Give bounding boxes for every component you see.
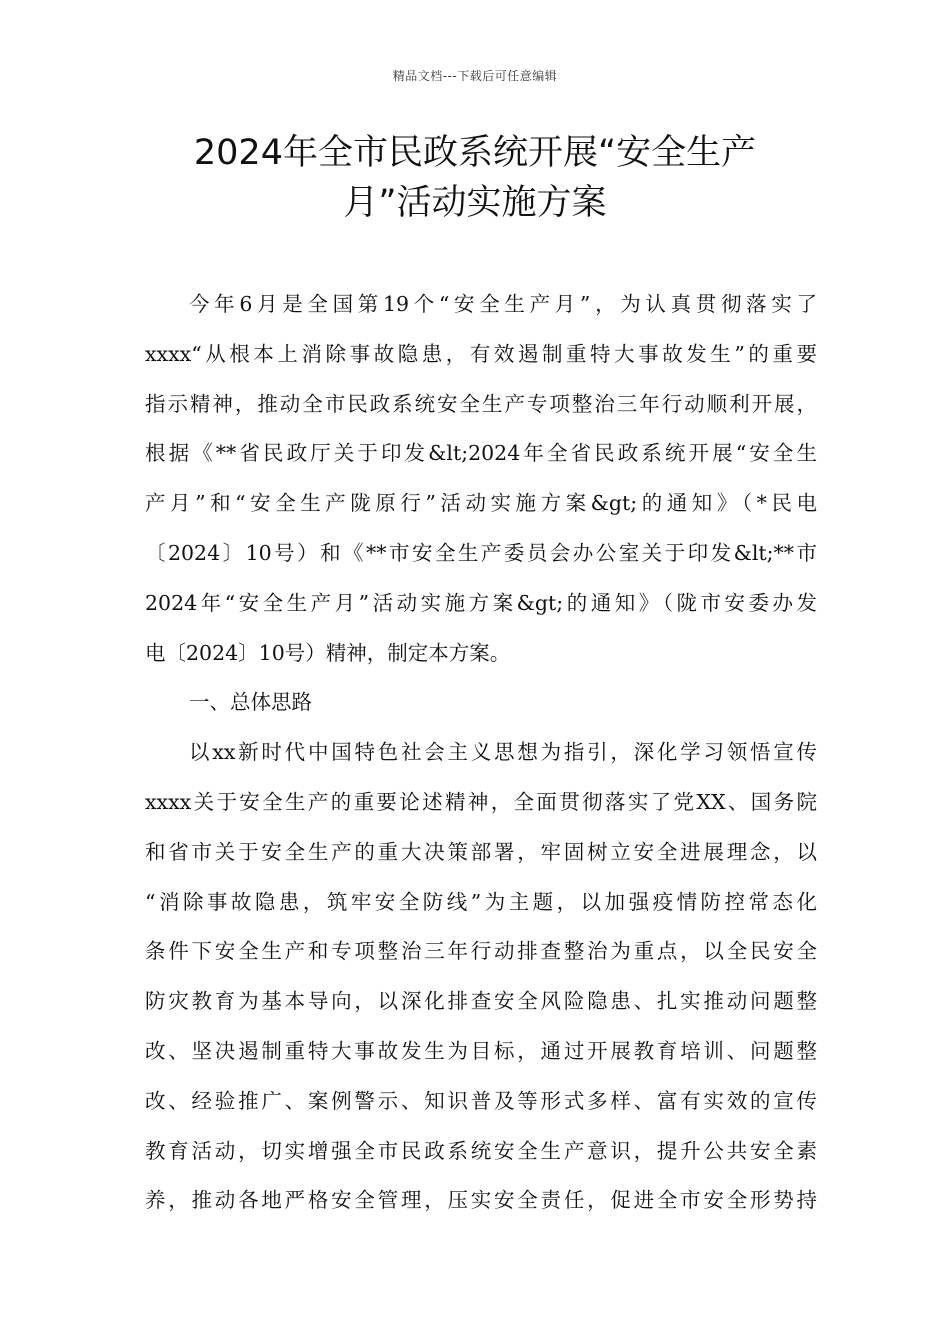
paragraph-2-line: 教育活动，切实增强全市民政系统安全生产意识，提升公共安全素: [145, 1138, 817, 1163]
paragraph-1-line: 今年6月是全国第19个“安全生产月”，为认真贯彻落实了: [189, 292, 817, 316]
paragraph-2-line: 养，推动各地严格安全管理，压实安全责任，促进全市安全形势持: [145, 1188, 817, 1213]
paragraph-2-line: 改、经验推广、案例警示、知识普及等形式多样、富有实效的宣传: [145, 1088, 817, 1113]
paragraph-2-line: 条件下安全生产和专项整治三年行动排查整治为重点，以全民安全: [145, 939, 817, 964]
paragraph-2-line: “消除事故隐患，筑牢安全防线”为主题，以加强疫情防控常态化: [145, 889, 817, 914]
paragraph-1-line: xxxx“从根本上消除事故隐患，有效遏制重特大事故发生”的重要: [145, 341, 817, 366]
document-body: [145, 280, 817, 1226]
paragraph-1-line: 指示精神，推动全市民政系统安全生产专项整治三年行动顺利开展，: [145, 391, 817, 416]
paragraph-2-line: 以xx新时代中国特色社会主义思想为指引，深化学习领悟宣传: [189, 740, 817, 765]
section-heading: 一、总体思路: [189, 690, 312, 715]
paragraph-1-line: 根据《**省民政厅关于印发&lt;2024年全省民政系统开展“安全生: [145, 441, 817, 466]
paragraph-2-line: xxxx关于安全生产的重要论述精神，全面贯彻落实了党XX、国务院: [145, 789, 817, 814]
paragraph-1-line: 2024年“安全生产月”活动实施方案&gt;的通知》（陇市安委办发: [145, 590, 817, 615]
paragraph-1-line: 电〔2024〕10号）精神，制定本方案。: [145, 640, 511, 665]
title-line-2: 月”活动实施方案: [343, 183, 607, 223]
title-line-1: 2024年全市民政系统开展“安全生产: [193, 133, 757, 173]
paragraph-2-line: 和省市关于安全生产的重大决策部署，牢固树立安全进展理念，以: [145, 839, 817, 864]
paragraph-1-line: 产月”和“安全生产陇原行”活动实施方案&gt;的通知》（*民电: [145, 491, 817, 516]
paragraph-1-line: 〔2024〕10号）和《**市安全生产委员会办公室关于印发&lt;**市: [145, 540, 817, 565]
document-title: [120, 128, 830, 228]
header-note: 精品文档---下载后可任意编辑: [392, 69, 558, 83]
paragraph-2-line: 改、坚决遏制重特大事故发生为目标，通过开展教育培训、问题整: [145, 1038, 817, 1063]
paragraph-2-line: 防灾教育为基本导向，以深化排查安全风险隐患、扎实推动问题整: [145, 989, 817, 1014]
